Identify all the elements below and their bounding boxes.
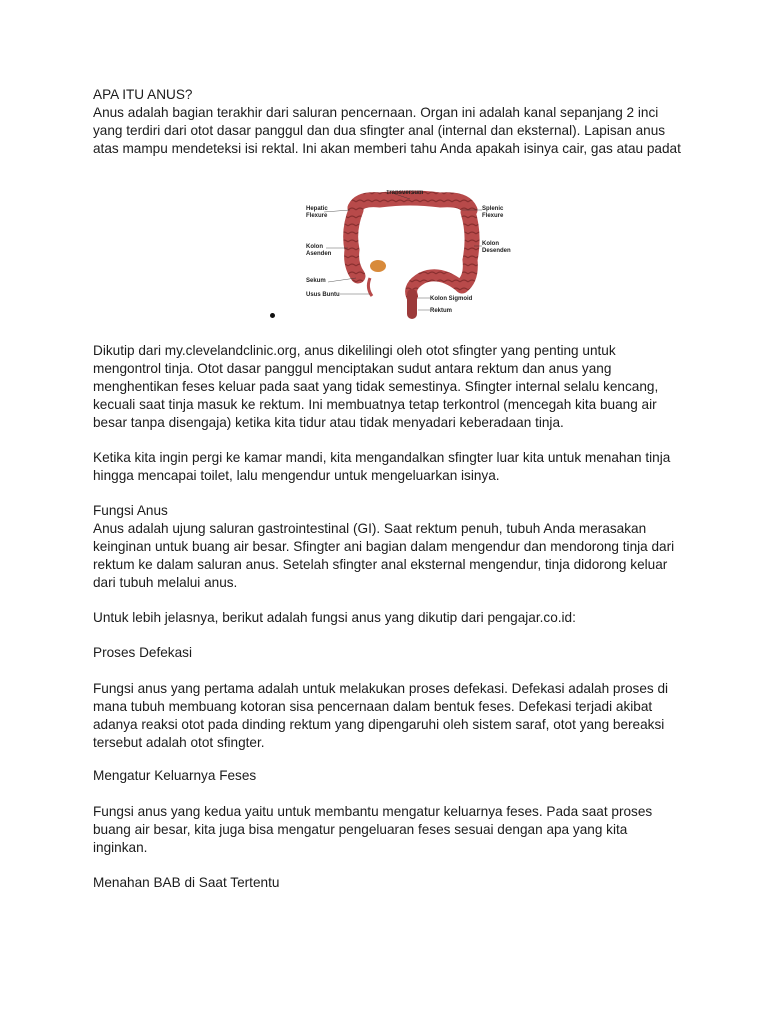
heading-fungsi-anus: Fungsi Anus [93,503,168,518]
transverse-colon [355,198,470,210]
label-sekum: Sekum [306,278,326,284]
defekasi-paragraph: Fungsi anus yang pertama adalah untuk melakukan proses defekasi. Defekasi adalah proses di mana tubuh membuang kotoran sisa pencernaan dalam bentuk feses. Defekasi terjadi akibat adanya reaksi otot pada dinding rektum yang dipengaruhi oleh sistem saraf, otot yang bereaksi tersebut adalah otot sfingter. [93,681,669,750]
label-hepatic-flexure: Flexure [306,213,328,219]
heading-mengatur-keluarnya-feses: Mengatur Keluarnya Feses [93,768,257,783]
descending-colon [462,212,472,286]
label-kolon-desenden: Kolon [482,241,499,247]
cleveland-paragraph: Dikutip dari my.clevelandclinic.org, anus dikelilingi oleh otot sfingter yang penting untuk mengontrol tinja. Otot dasar panggul menciptakan sudut antara rektum dan anus yang menghentikan feses keluar pada saat yang tidak semestinya. Sfingter internal selalu kencang, kecuali saat tinja masuk ke rektum. Ini membuatnya tetap terkontrol (mencegah kita buang air besar tanpa disengaja) ketika kita tidur atau tidak menyadari keberadaan tinja. [93,343,659,430]
colon-anatomy-diagram [300,190,520,320]
fungsi-paragraph: Anus adalah ujung saluran gastrointestinal (GI). Saat rektum penuh, tubuh Anda merasakan keinginan untuk buang air besar. Sfingter ani bagian dalam mengendur dan mendorong tinja dari rektum ke dalam saluran anus. Setelah sfingter anal eksternal mengendur, tinja didorong keluar dari tubuh melalui anus. [93,521,675,590]
label-hepatic: Hepatic [306,206,328,212]
label-splenic-flexure: Flexure [482,213,504,219]
label-desenden: Desenden [482,248,511,254]
colon-illustration [300,190,520,320]
intro-paragraph: Anus adalah bagian terakhir dari saluran pencernaan. Organ ini adalah kanal sepanjang 2 inci yang terdiri dari otot dasar panggul dan dua sfingter anal (internal dan eksternal). Lapisan anus atas mampu mendeteksi isi rektal. Ini akan memberi tahu Anda apakah isinya cair, gas atau padat [93,105,681,156]
label-asenden: Asenden [306,251,332,257]
bullet-dot [270,313,275,318]
heading-proses-defekasi: Proses Defekasi [93,645,192,660]
sigmoid-colon [411,275,460,296]
label-rektum: Rektum [430,308,453,314]
appendix [368,278,372,296]
section-heading-apa-itu-anus: APA ITU ANUS? [93,87,193,102]
kamar-mandi-paragraph: Ketika kita ingin pergi ke kamar mandi, kita mengandalkan sfingter luar kita untuk menahan tinja hingga mencapai toilet, lalu mengendur untuk mengeluarkan isinya. [93,450,671,483]
cecum [370,260,386,272]
untuk-paragraph: Untuk lebih jelasnya, berikut adalah fungsi anus yang dikutip dari pengajar.co.id: [93,610,576,625]
label-kolon-sigmoid: Kolon Sigmoid [430,296,473,302]
label-transversum: Transversum [386,190,424,196]
label-splenic: Splenic [482,206,504,212]
ascending-colon [351,210,358,276]
heading-menahan-bab: Menahan BAB di Saat Tertentu [93,875,280,890]
label-kolon-asenden: Kolon [306,244,323,250]
label-usus-buntu: Usus Buntu [306,292,340,298]
mengatur-paragraph: Fungsi anus yang kedua yaitu untuk membantu mengatur keluarnya feses. Pada saat proses buang air besar, kita juga bisa mengatur pengeluaran feses sesuai dengan apa yang kita inginkan. [93,804,653,855]
